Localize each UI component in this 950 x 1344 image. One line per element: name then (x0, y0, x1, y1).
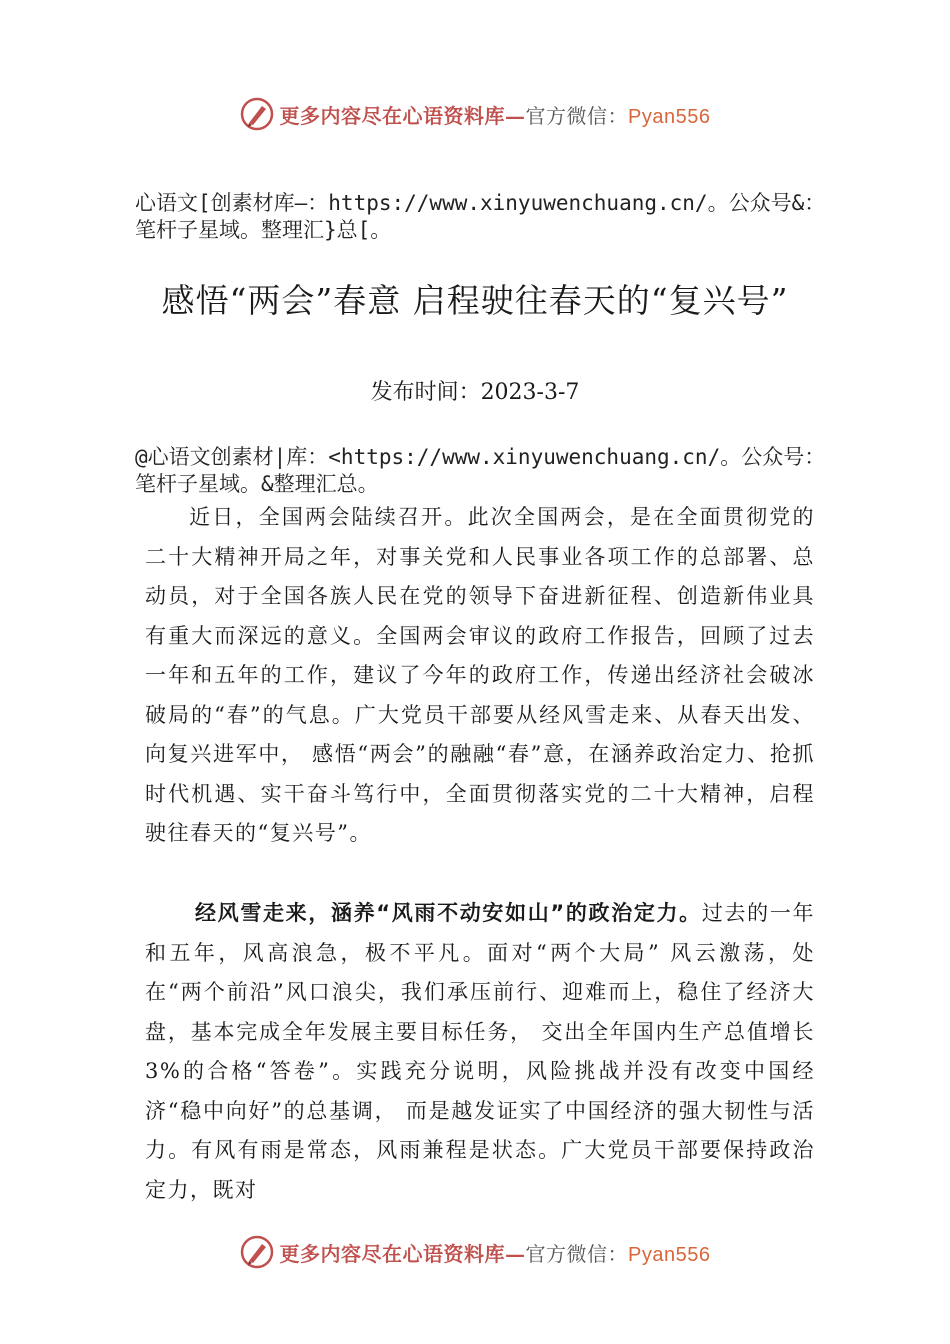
section-body: 过去的一年和五年，风高浪急，极不平凡。面对“两个大局” 风云激荡，处在“两个前沿”风口浪尖，我们承压前行、迎难而上，稳住了经济大盘，基本完成全年发展主要目标任务， 交出全年国内生产总值增长 3%的合格“答卷”。实践充分说明，风险挑战并没有改变中国经济“稳中向好”的总基调， 而是越发证实了中国经济的强大韧性与活力。有风有雨是常态，风雨兼程是状态。广大党员干部要保持政治定力，既对 (145, 901, 815, 1202)
banner-text (280, 100, 711, 129)
header-banner (0, 94, 950, 134)
banner-site-text: 更多内容尽在心语资料库— (279, 1241, 526, 1266)
document-title: 感悟“两会”春意 启程驶往春天的“复兴号” (161, 281, 789, 321)
watermark-top: 心语文[创素材库—：https://www.xinyuwenchuang.cn/。公众号&：笔杆子星域。整理汇}总[。 (135, 191, 826, 242)
pen-logo-icon (240, 1235, 274, 1269)
section-heading: 经风雪走来，涵养“风雨不动安如山”的政治定力。 (195, 901, 702, 925)
footer-banner (0, 1232, 950, 1272)
banner-wechat-label: 官方微信： (525, 1241, 629, 1266)
banner-account: Pyan556 (628, 105, 711, 128)
pen-logo-icon (240, 97, 274, 131)
watermark-body: @心语文创素材|库：<https://www.xinyuwenchuang.cn/。公众号：笔杆子星域。&整理汇总。 (135, 445, 826, 496)
banner-site-text: 更多内容尽在心语资料库— (279, 103, 526, 128)
banner-text (280, 1238, 711, 1267)
publish-date: 发布时间：2023-3-7 (370, 380, 580, 405)
paragraph-intro: 近日，全国两会陆续召开。此次全国两会，是在全面贯彻党的二十大精神开局之年，对事关党和人民事业各项工作的总部署、总动员，对于全国各族人民在党的领导下奋进新征程、创造新伟业具有重大而深远的意义。全国两会审议的政府工作报告，回顾了过去一年和五年的工作，建议了今年的政府工作，传递出经济社会破冰破局的“春”的气息。广大党员干部要从经风雪走来、从春天出发、向复兴进军中， 感悟“两会”的融融“春”意，在涵养政治定力、抢抓时代机遇、实干奋斗笃行中，全面贯彻落实党的二十大精神，启程驶往春天的“复兴号”。 (145, 505, 815, 845)
banner-account: Pyan556 (628, 1243, 711, 1266)
paragraph-section-1 (145, 894, 815, 1210)
banner-wechat-label: 官方微信： (525, 103, 629, 128)
